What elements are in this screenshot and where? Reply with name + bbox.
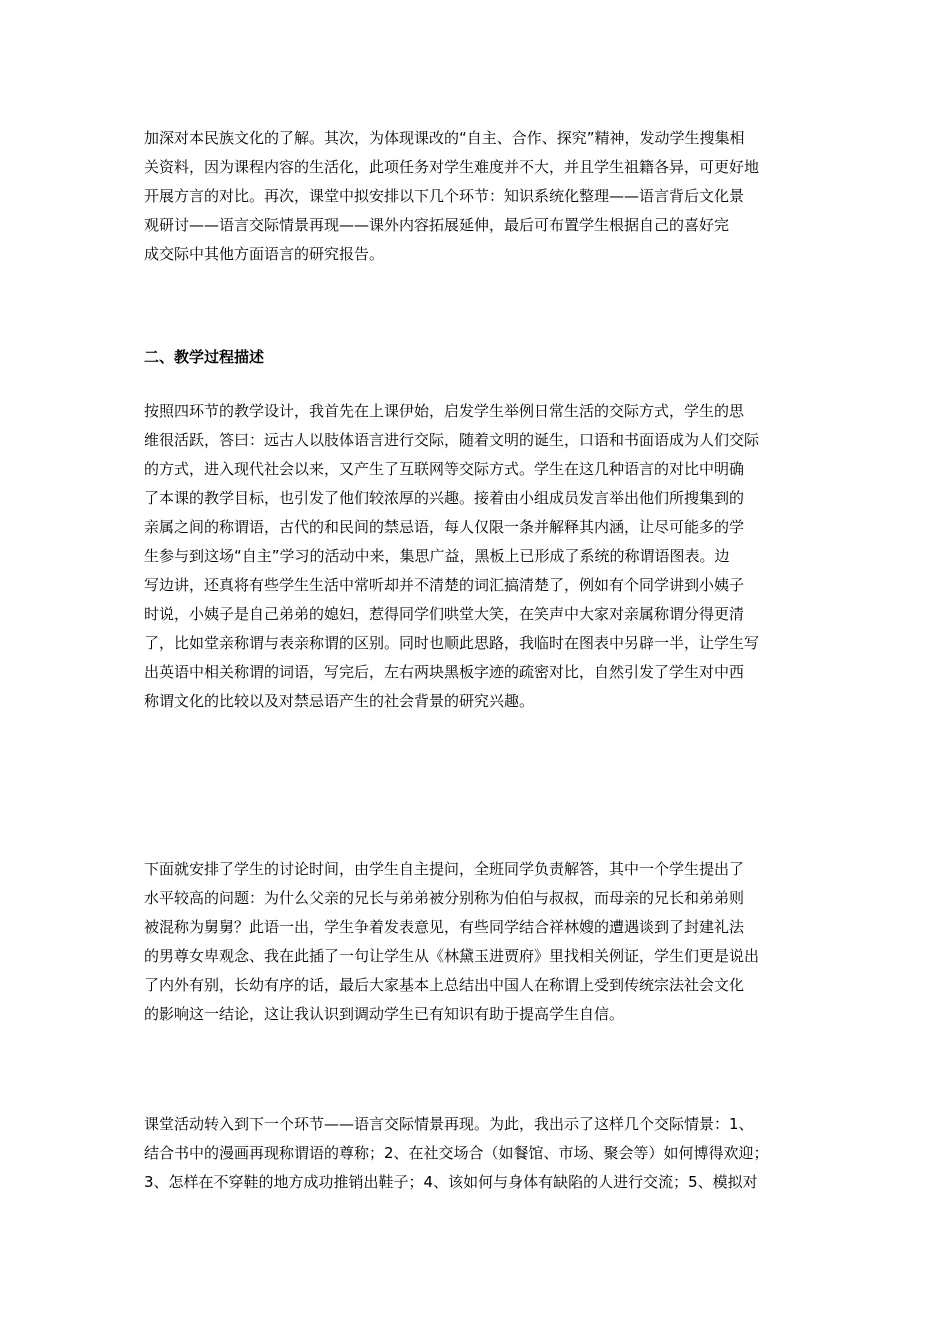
section-heading: 二、教学过程描述 [144, 348, 265, 366]
paragraph-intro-continued [144, 124, 820, 269]
text-line: 的影响这一结论，这让我认识到调动学生已有知识有助于提高学生自信。 [144, 1005, 625, 1023]
text-line: 关资料，因为课程内容的生活化，此项任务对学生难度并不大，并且学生祖籍各异，可更好地 [144, 158, 760, 176]
text-line: 出英语中相关称谓的词语，写完后，左右两块黑板字迹的疏密对比，自然引发了学生对中西 [144, 663, 745, 681]
text-line: 观研讨——语言交际情景再现——课外内容拓展延伸，最后可布置学生根据自己的喜好完 [144, 216, 730, 234]
text-line: 加深对本民族文化的了解。其次，为体现课改的“自主、合作、探究”精神，发动学生搜集相 [144, 129, 745, 147]
paragraph-communication-scenarios [144, 1110, 820, 1197]
text-line: 维很活跃，答曰：远古人以肢体语言进行交际，随着文明的诞生，口语和书面语成为人们交际 [144, 431, 760, 449]
text-line: 下面就安排了学生的讨论时间，由学生自主提问，全班同学负责解答，其中一个学生提出了 [144, 860, 745, 878]
paragraph-process-description [144, 397, 820, 716]
text-line: 的方式，进入现代社会以来，又产生了互联网等交际方式。学生在这几种语言的对比中明确 [144, 460, 745, 478]
text-line: 写边讲，还真将有些学生生活中常听却并不清楚的词汇搞清楚了，例如有个同学讲到小姨子 [144, 576, 745, 594]
text-line: 了本课的教学目标，也引发了他们较浓厚的兴趣。接着由小组成员发言举出他们所搜集到的 [144, 489, 745, 507]
text-line: 了，比如堂亲称谓与表亲称谓的区别。同时也顺此思路，我临时在图表中另辟一半，让学生写 [144, 634, 760, 652]
text-line: 亲属之间的称谓语，古代的和民间的禁忌语，每人仅限一条并解释其内涵，让尽可能多的学 [144, 518, 745, 536]
text-line: 课堂活动转入到下一个环节——语言交际情景再现。为此，我出示了这样几个交际情景：1、 [144, 1115, 754, 1133]
paragraph-discussion [144, 855, 820, 1029]
text-line: 成交际中其他方面语言的研究报告。 [144, 245, 385, 263]
text-line: 水平较高的问题：为什么父亲的兄长与弟弟被分别称为伯伯与叔叔，而母亲的兄长和弟弟则 [144, 889, 745, 907]
text-line: 的男尊女卑观念、我在此插了一句让学生从《林黛玉进贾府》里找相关例证，学生们更是说出 [144, 947, 760, 965]
text-line: 时说，小姨子是自己弟弟的媳妇，惹得同学们哄堂大笑，在笑声中大家对亲属称谓分得更清 [144, 605, 745, 623]
text-line: 结合书中的漫画再现称谓语的尊称；2、在社交场合（如餐馆、市场、聚会等）如何博得欢迎； [144, 1144, 769, 1162]
text-line: 3、怎样在不穿鞋的地方成功推销出鞋子；4、该如何与身体有缺陷的人进行交流；5、模拟对 [144, 1173, 758, 1191]
text-line: 按照四环节的教学设计，我首先在上课伊始，启发学生举例日常生活的交际方式，学生的思 [144, 402, 745, 420]
text-line: 称谓文化的比较以及对禁忌语产生的社会背景的研究兴趣。 [144, 692, 535, 710]
text-line: 生参与到这场“自主”学习的活动中来，集思广益，黑板上已形成了系统的称谓语图表。边 [144, 547, 730, 565]
text-line: 了内外有别，长幼有序的话，最后大家基本上总结出中国人在称谓上受到传统宗法社会文化 [144, 976, 745, 994]
text-line: 开展方言的对比。再次，课堂中拟安排以下几个环节：知识系统化整理——语言背后文化景 [144, 187, 745, 205]
text-line: 被混称为舅舅？此语一出，学生争着发表意见，有些同学结合祥林嫂的遭遇谈到了封建礼法 [144, 918, 745, 936]
